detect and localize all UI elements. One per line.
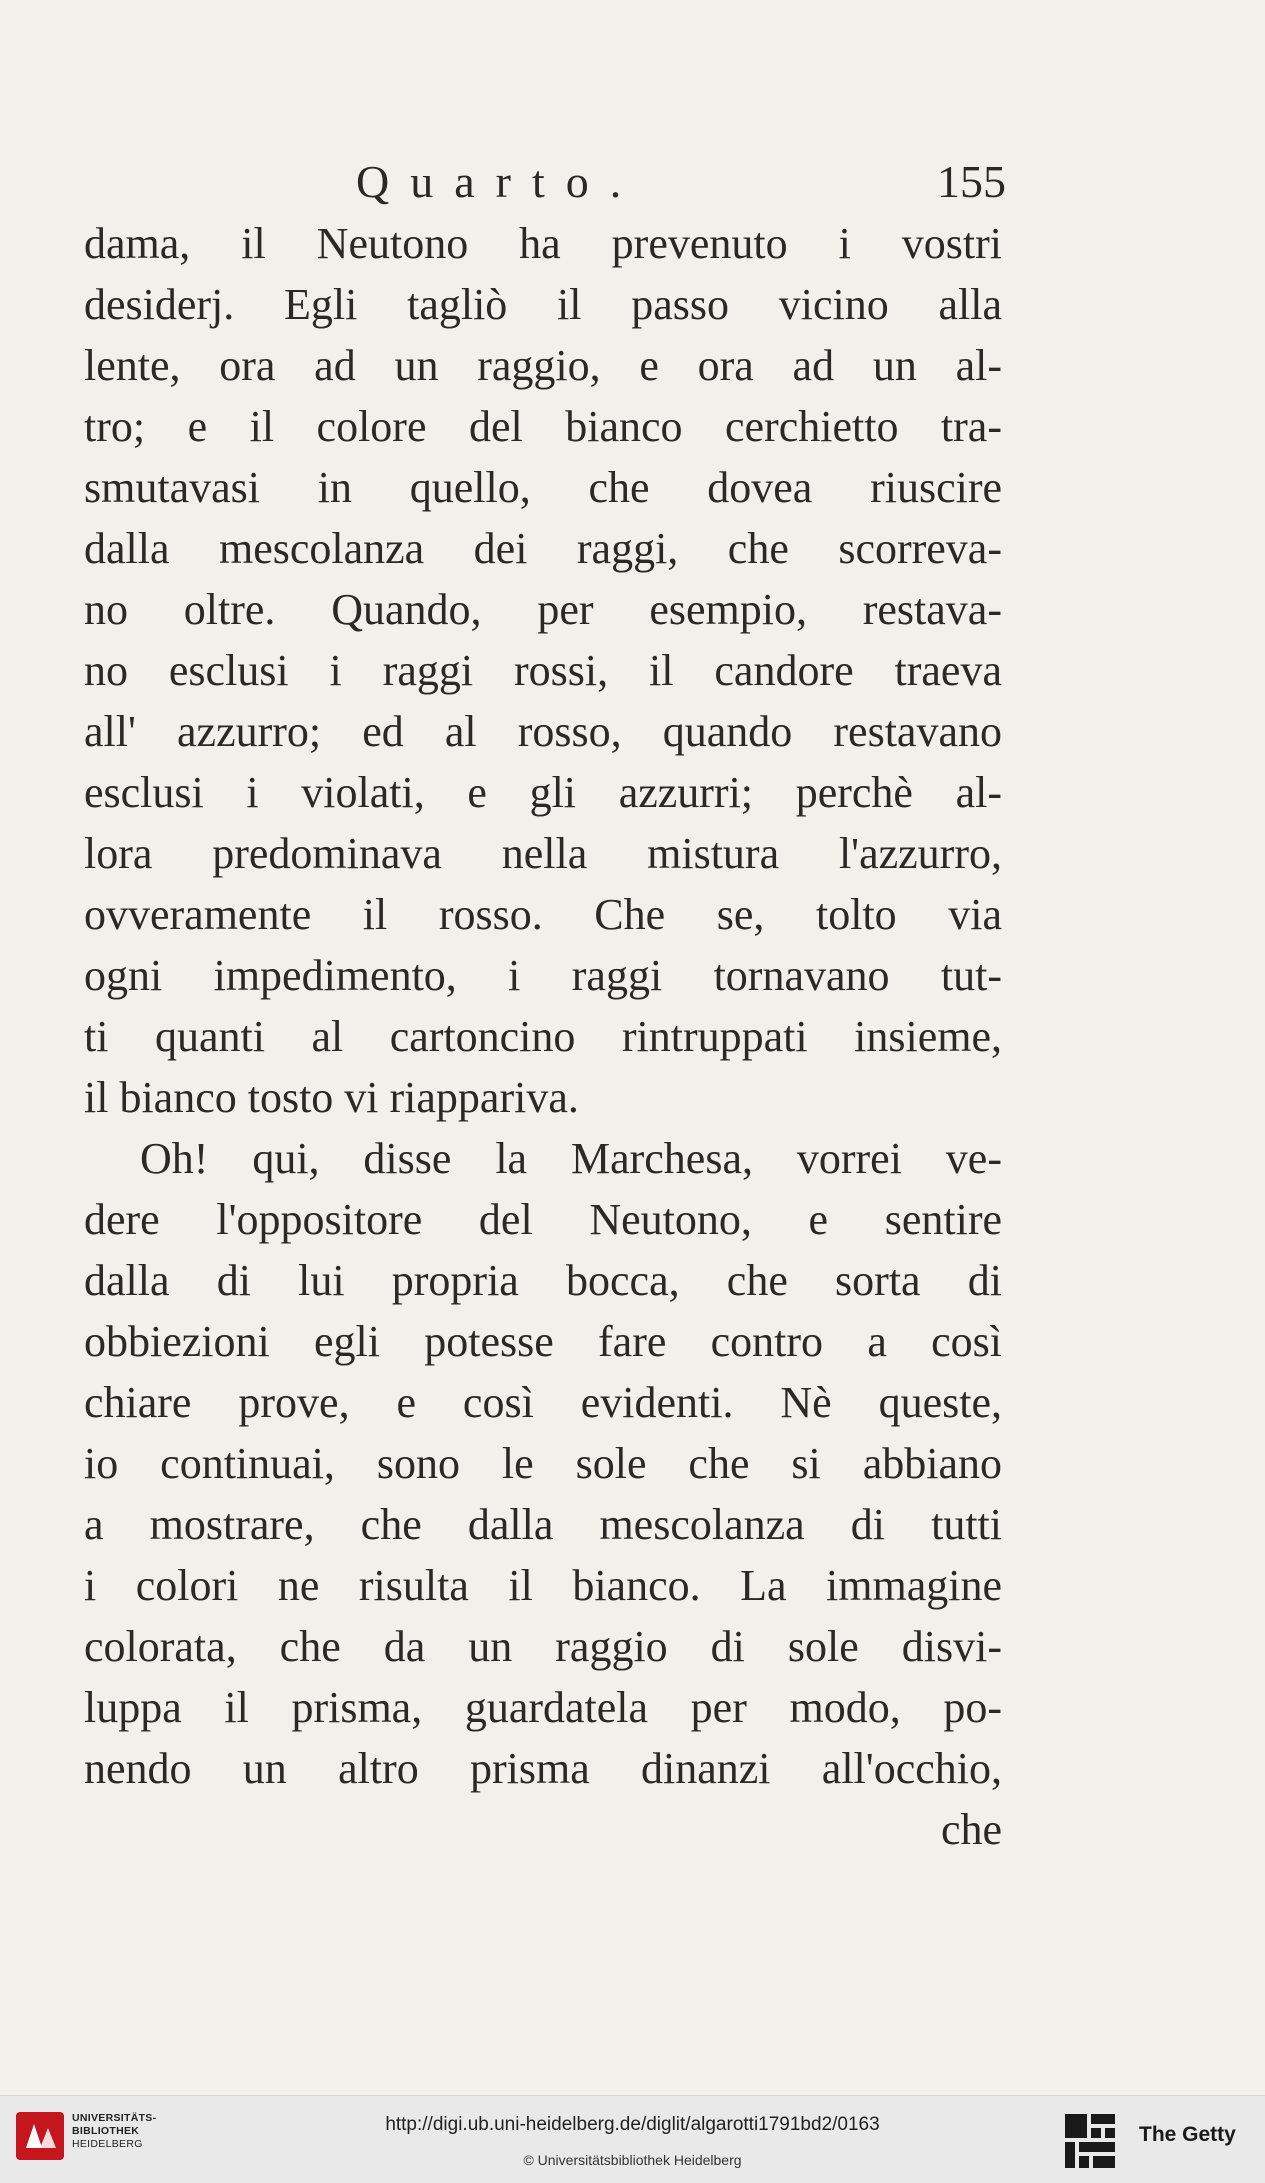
text-line: dama, il Neutono ha prevenuto i vostri — [84, 219, 1002, 268]
text-line: lora predominava nella mistura l'azzurro, — [84, 829, 1002, 878]
catchword: che — [940, 1805, 1002, 1854]
text-line: esclusi i violati, e gli azzurri; perchè al- — [84, 768, 1002, 817]
text-line: colorata, che da un raggio di sole disvi- — [84, 1622, 1002, 1671]
text-line: chiare prove, e così evidenti. Nè queste, — [84, 1378, 1002, 1427]
text-line: obbiezioni egli potesse fare contro a così — [84, 1317, 1002, 1366]
text-line: dalla mescolanza dei raggi, che scorreva- — [84, 524, 1002, 573]
institution-line: HEIDELBERG — [72, 2138, 143, 2150]
text-line: dere l'oppositore del Neutono, e sentire — [84, 1195, 1002, 1244]
text-line: all' azzurro; ed al rosso, quando restavano — [84, 707, 1002, 756]
text-line: no oltre. Quando, per esempio, restava- — [84, 585, 1002, 634]
text-line: i colori ne risulta il bianco. La immagine — [84, 1561, 1002, 1610]
text-line: tro; e il colore del bianco cerchietto tra- — [84, 402, 1002, 451]
text-line: nendo un altro prisma dinanzi all'occhio, — [84, 1744, 1002, 1793]
permalink-url[interactable]: http://digi.ub.uni-heidelberg.de/diglit/algarotti1791bd2/0163 — [385, 2114, 880, 2135]
text-line: il bianco tosto vi riappariva. — [84, 1073, 579, 1122]
page-number: 155 — [937, 156, 1006, 207]
copyright-notice: © Universitätsbibliothek Heidelberg — [523, 2152, 742, 2168]
text-line: smutavasi in quello, che dovea riuscire — [84, 463, 1002, 512]
partner-name: The Getty — [1139, 2123, 1236, 2146]
text-line: ti quanti al cartoncino rintruppati insieme, — [84, 1012, 1002, 1061]
institution-line: UNIVERSITÄTS- — [72, 2112, 157, 2124]
text-line: ovveramente il rosso. Che se, tolto via — [84, 890, 1002, 939]
text-line: ogni impedimento, i raggi tornavano tut- — [84, 951, 1002, 1000]
text-line: no esclusi i raggi rossi, il candore traeva — [84, 646, 1002, 695]
text-line: Oh! qui, disse la Marchesa, vorrei ve- — [140, 1134, 1002, 1183]
text-line: a mostrare, che dalla mescolanza di tutti — [84, 1500, 1002, 1549]
text-line: dalla di lui propria bocca, che sorta di — [84, 1256, 1002, 1305]
footer-bar — [0, 2095, 1265, 2183]
text-line: lente, ora ad un raggio, e ora ad un al- — [84, 341, 1002, 390]
text-line: io continuai, sono le sole che si abbiano — [84, 1439, 1002, 1488]
running-title: Quarto. — [356, 156, 643, 207]
getty-logo-icon — [1063, 2112, 1117, 2170]
running-header — [356, 152, 1006, 212]
text-line: desiderj. Egli tagliò il passo vicino alla — [84, 280, 1002, 329]
body-text — [84, 213, 1002, 1799]
text-line: luppa il prisma, guardatela per modo, po- — [84, 1683, 1002, 1732]
institution-line: BIBLIOTHEK — [72, 2125, 140, 2137]
